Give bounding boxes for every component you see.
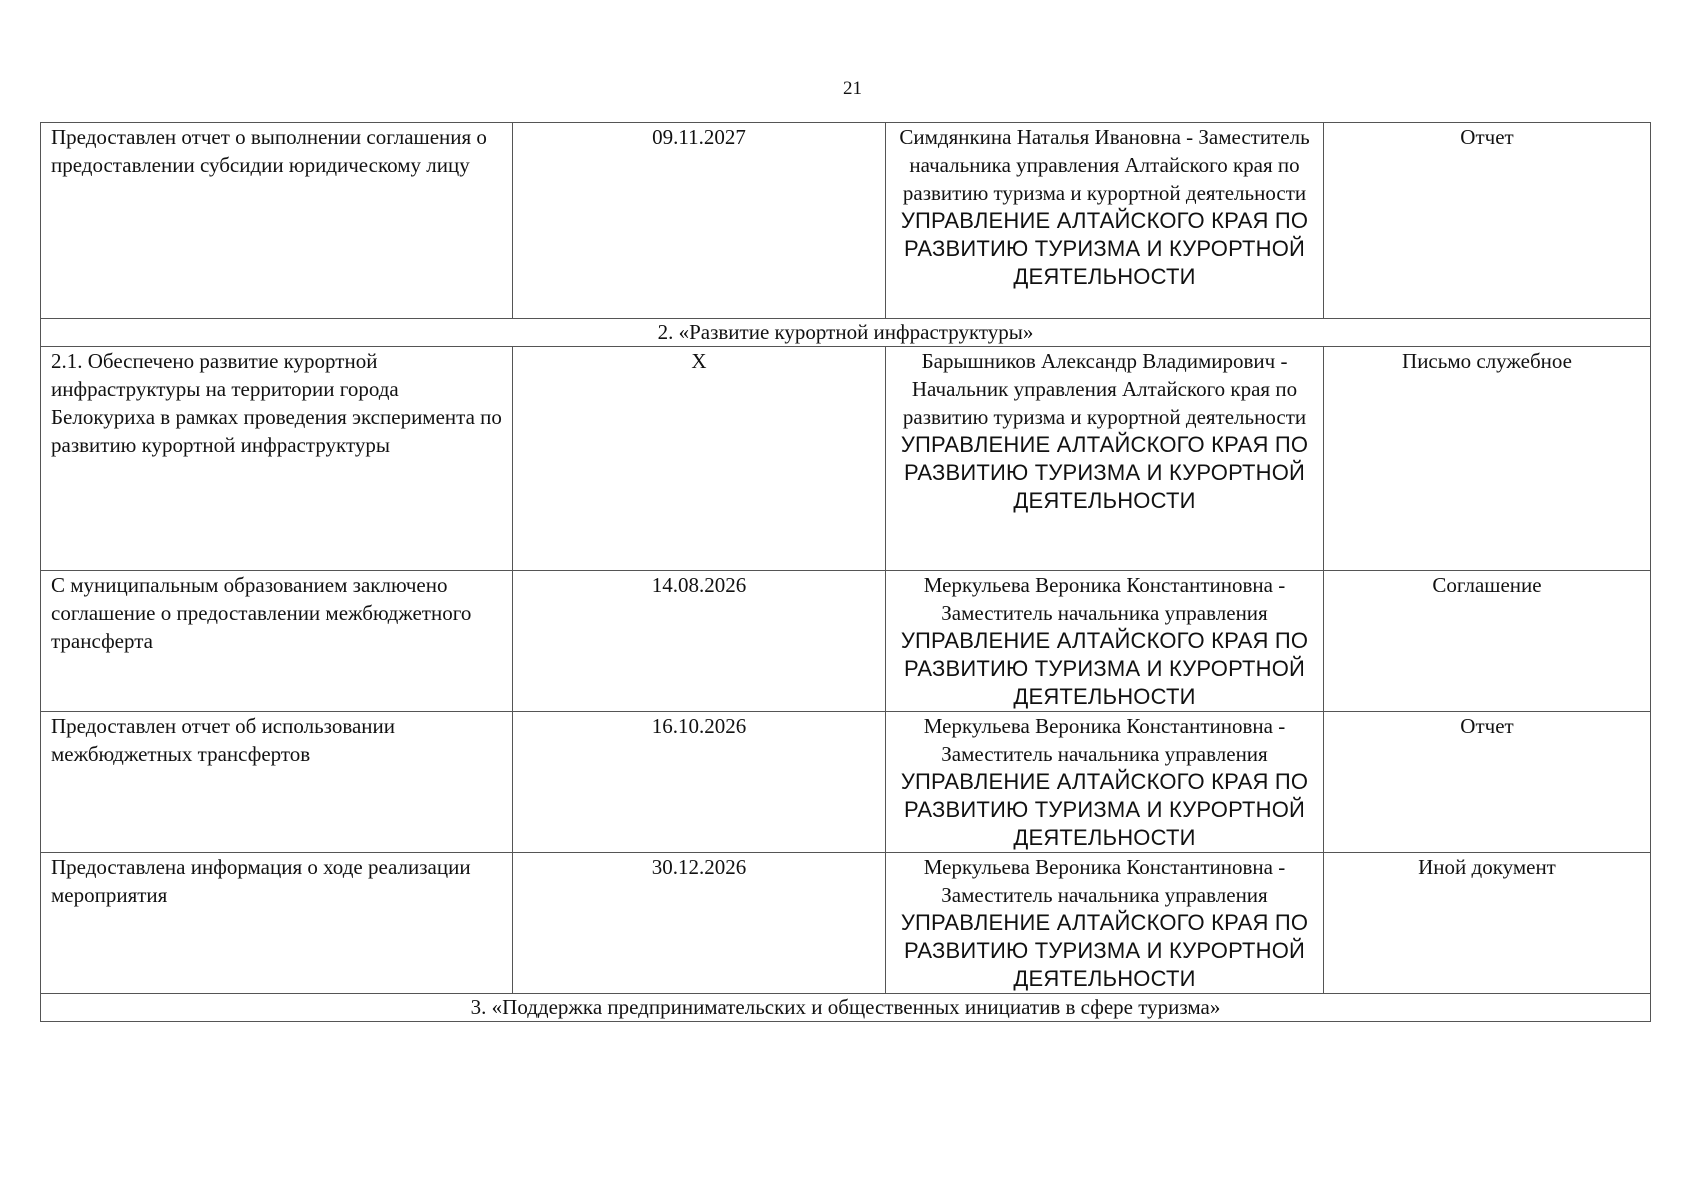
responsible-person: Меркульева Вероника Константиновна - Заместитель начальника управления <box>923 714 1286 766</box>
responsible-person: Барышников Александр Владимирович - Начальник управления Алтайского края по развитию туризма и курортной деятельности <box>902 349 1307 429</box>
page-number: 21 <box>843 78 862 99</box>
result-cell: 2.1. Обеспечено развитие курортной инфраструктуры на территории города Белокуриха в рамках проведения эксперимента по развитию курортной инфраструктуры <box>41 347 513 571</box>
result-cell: Предоставлен отчет об использовании межбюджетных трансфертов <box>41 712 513 853</box>
section-heading-row <box>41 994 1651 1022</box>
section-title: 3. «Поддержка предпринимательских и общественных инициатив в сфере туризма» <box>41 994 1651 1022</box>
result-cell: Предоставлена информация о ходе реализации мероприятия <box>41 853 513 994</box>
date-cell: 14.08.2026 <box>513 571 886 712</box>
responsible-cell <box>886 853 1324 994</box>
result-cell: С муниципальным образованием заключено соглашение о предоставлении межбюджетного трансферта <box>41 571 513 712</box>
table-row <box>41 347 1651 571</box>
responsible-cell <box>886 571 1324 712</box>
doc-type-cell: Отчет <box>1324 123 1651 319</box>
responsible-org: УПРАВЛЕНИЕ АЛТАЙСКОГО КРАЯ ПО РАЗВИТИЮ ТУРИЗМА И КУРОРТНОЙ ДЕЯТЕЛЬНОСТИ <box>900 910 1309 991</box>
date-cell: Х <box>513 347 886 571</box>
doc-type-cell: Письмо служебное <box>1324 347 1651 571</box>
responsible-org: УПРАВЛЕНИЕ АЛТАЙСКОГО КРАЯ ПО РАЗВИТИЮ ТУРИЗМА И КУРОРТНОЙ ДЕЯТЕЛЬНОСТИ <box>900 432 1309 513</box>
responsible-cell <box>886 712 1324 853</box>
responsible-person: Меркульева Вероника Константиновна - Заместитель начальника управления <box>923 573 1286 625</box>
result-cell: Предоставлен отчет о выполнении соглашения о предоставлении субсидии юридическому лицу <box>41 123 513 319</box>
section-heading-row <box>41 319 1651 347</box>
responsible-org: УПРАВЛЕНИЕ АЛТАЙСКОГО КРАЯ ПО РАЗВИТИЮ ТУРИЗМА И КУРОРТНОЙ ДЕЯТЕЛЬНОСТИ <box>900 769 1309 850</box>
responsible-org: УПРАВЛЕНИЕ АЛТАЙСКОГО КРАЯ ПО РАЗВИТИЮ ТУРИЗМА И КУРОРТНОЙ ДЕЯТЕЛЬНОСТИ <box>900 628 1309 709</box>
date-cell: 30.12.2026 <box>513 853 886 994</box>
responsible-person: Симдянкина Наталья Ивановна - Заместитель начальника управления Алтайского края по развитию туризма и курортной деятельности <box>899 125 1310 205</box>
doc-type-cell: Иной документ <box>1324 853 1651 994</box>
date-cell: 09.11.2027 <box>513 123 886 319</box>
section-title: 2. «Развитие курортной инфраструктуры» <box>41 319 1651 347</box>
date-cell: 16.10.2026 <box>513 712 886 853</box>
responsible-org: УПРАВЛЕНИЕ АЛТАЙСКОГО КРАЯ ПО РАЗВИТИЮ ТУРИЗМА И КУРОРТНОЙ ДЕЯТЕЛЬНОСТИ <box>900 208 1309 289</box>
table-row <box>41 712 1651 853</box>
table-row <box>41 123 1651 319</box>
doc-type-cell: Соглашение <box>1324 571 1651 712</box>
responsible-person: Меркульева Вероника Константиновна - Заместитель начальника управления <box>923 855 1286 907</box>
table-row <box>41 571 1651 712</box>
table-row <box>41 853 1651 994</box>
responsible-cell <box>886 347 1324 571</box>
responsible-cell <box>886 123 1324 319</box>
plan-table <box>40 122 1651 1022</box>
doc-type-cell: Отчет <box>1324 712 1651 853</box>
